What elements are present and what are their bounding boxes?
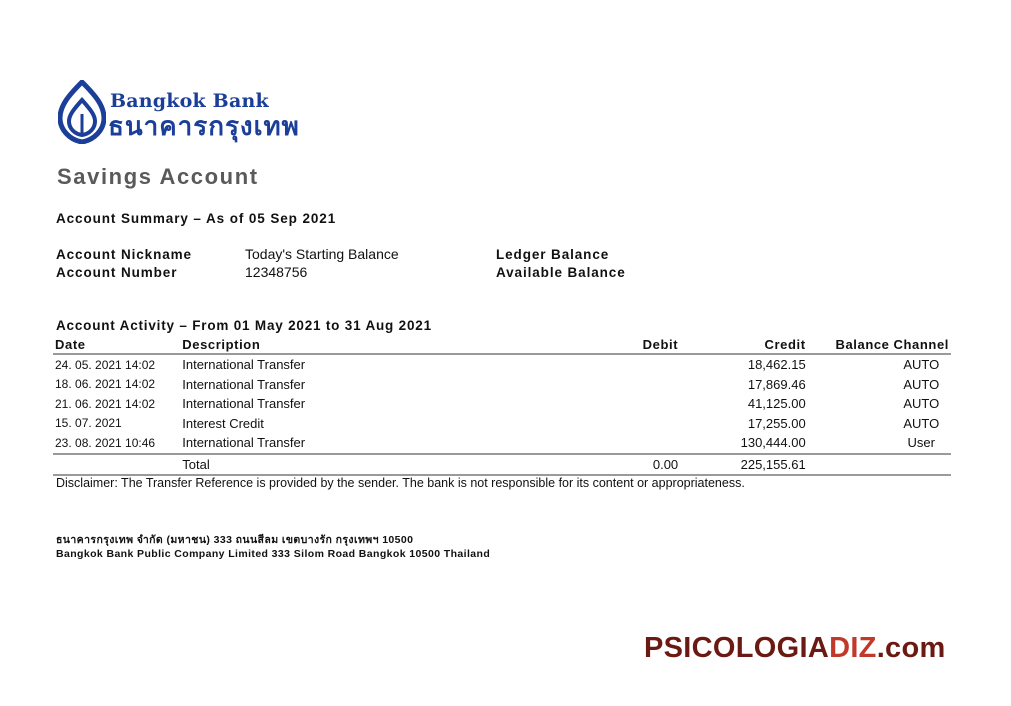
col-date: Date (53, 336, 180, 354)
available-balance-label: Available Balance (496, 265, 626, 280)
total-empty (53, 454, 180, 476)
row-credit: 130,444.00 (740, 435, 806, 451)
row-description: International Transfer (182, 435, 306, 451)
row-balance (808, 354, 892, 375)
total-credit: 225,155.61 (680, 454, 808, 476)
row-channel: User (907, 435, 935, 451)
row-date: 24. 05. 2021 14:02 (55, 357, 156, 372)
table-header-row (53, 336, 951, 354)
row-date: 15. 07. 2021 (55, 416, 122, 431)
row-debit (582, 354, 681, 375)
watermark-part3: .com (876, 632, 946, 664)
ledger-balance-label: Ledger Balance (496, 247, 610, 262)
row-credit: 18,462.15 (747, 357, 806, 373)
watermark (644, 632, 946, 665)
row-date: 18. 06. 2021 14:02 (55, 377, 156, 392)
page-title: Savings Account (57, 164, 259, 189)
account-number-label: Account Number (56, 265, 178, 280)
col-debit: Debit (582, 336, 681, 354)
row-date: 23. 08. 2021 10:46 (55, 435, 156, 450)
col-balance: Balance (808, 336, 892, 354)
total-label: Total (180, 454, 581, 476)
table-row (53, 394, 951, 414)
address-english: Bangkok Bank Public Company Limited 333 Silom Road Bangkok 10500 Thailand (56, 548, 491, 560)
watermark-part1: PSICOLOGIA (644, 632, 830, 664)
bank-name-th: ธนาคารกรุงเทพ (108, 112, 300, 142)
bank-name-en: Bangkok Bank (110, 90, 269, 112)
row-description: Interest Credit (182, 415, 264, 431)
total-balance (808, 454, 892, 476)
table-row (53, 354, 951, 375)
row-debit (582, 433, 681, 454)
account-summary-heading: Account Summary – As of 05 Sep 2021 (56, 211, 337, 226)
col-description: Description (180, 336, 581, 354)
total-channel (892, 454, 951, 476)
lotus-icon (58, 80, 106, 144)
table-row (53, 433, 951, 454)
row-description: International Transfer (182, 396, 306, 412)
account-number-value: 12348756 (245, 264, 308, 280)
transactions-table (53, 336, 951, 476)
row-description: International Transfer (182, 376, 306, 392)
row-credit: 41,125.00 (747, 396, 806, 412)
table-total-row (53, 454, 951, 476)
row-channel: AUTO (903, 396, 940, 412)
watermark-part2: DIZ (829, 632, 877, 664)
row-channel: AUTO (903, 357, 940, 373)
account-nickname-value: Today's Starting Balance (245, 246, 399, 262)
disclaimer-text: Disclaimer: The Transfer Reference is provided by the sender. The bank is not responsible for its content or appropriateness. (56, 476, 745, 490)
bank-logo (58, 78, 398, 148)
row-balance (808, 414, 892, 434)
total-debit: 0.00 (582, 454, 681, 476)
row-channel: AUTO (903, 376, 940, 392)
col-channel: Channel (893, 337, 949, 352)
row-credit: 17,869.46 (747, 376, 806, 392)
row-debit (582, 414, 681, 434)
row-credit: 17,255.00 (747, 415, 806, 431)
row-date: 21. 06. 2021 14:02 (55, 396, 156, 411)
table-row (53, 375, 951, 395)
row-description: International Transfer (182, 357, 306, 373)
row-balance (808, 394, 892, 414)
row-balance (808, 433, 892, 454)
account-nickname-label: Account Nickname (56, 247, 192, 262)
row-debit (582, 375, 681, 395)
address-thai: ธนาคารกรุงเทพ จำกัด (มหาชน) 333 ถนนสีลม เขตบางรัก กรุงเทพฯ 10500 (56, 534, 414, 546)
row-channel: AUTO (903, 415, 940, 431)
row-debit (582, 394, 681, 414)
account-activity-heading: Account Activity – From 01 May 2021 to 31 Aug 2021 (56, 318, 432, 333)
table-row (53, 414, 951, 434)
col-credit: Credit (680, 336, 808, 354)
row-balance (808, 375, 892, 395)
